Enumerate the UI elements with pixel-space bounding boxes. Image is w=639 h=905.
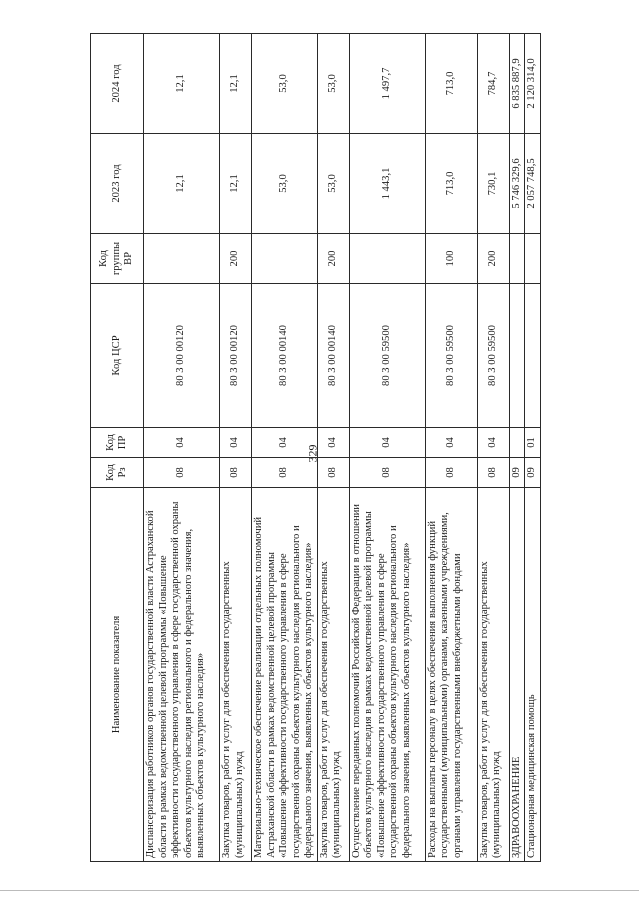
row-2023: 53,0 — [252, 134, 318, 234]
row-vr — [525, 234, 541, 284]
row-2024: 53,0 — [317, 34, 349, 134]
row-name: Закупка товаров, работ и услуг для обеспечения государственных (муниципальных) нужд — [220, 488, 252, 862]
row-rz: 09 — [525, 458, 541, 488]
row-2023: 12,1 — [220, 134, 252, 234]
row-2024: 713,0 — [425, 34, 477, 134]
row-vr: 200 — [477, 234, 509, 284]
row-name: Диспансеризация работников органов государственной власти Астраханской области в рамках ведомственной целевой программы «Повышение эффективности государственного управления в сфере государственной охраны объектов культурного наследия регионального и федерального значения, выявленных объектов культурного наследия» — [144, 488, 220, 862]
header-row — [91, 34, 144, 862]
row-rz: 08 — [252, 458, 318, 488]
row-pr: 04 — [220, 428, 252, 458]
table-row — [509, 34, 525, 862]
row-name: Осуществление переданных полномочий Российской Федерации в отношении объектов культурного наследия в рамках ведомственной целевой программы «Повышение эффективности государственного управления в сфере государственной охраны объектов культурного наследия регионального и федерального значения, выявленных объектов культурного наследия» — [349, 488, 425, 862]
row-rz: 09 — [509, 458, 525, 488]
table-row — [425, 34, 477, 862]
table-row — [144, 34, 220, 862]
row-csr — [525, 284, 541, 428]
row-vr: 200 — [220, 234, 252, 284]
row-2024: 784,7 — [477, 34, 509, 134]
row-pr: 04 — [317, 428, 349, 458]
row-2023: 12,1 — [144, 134, 220, 234]
page-number: 329 — [305, 444, 320, 463]
header-2023: 2023 год — [91, 134, 144, 234]
header-rz: Код Рз — [91, 458, 144, 488]
row-csr: 80 3 00 00140 — [252, 284, 318, 428]
rotated-page — [90, 34, 537, 862]
header-vr: Код группы ВР — [91, 234, 144, 284]
row-pr: 04 — [252, 428, 318, 458]
row-csr: 80 3 00 00120 — [144, 284, 220, 428]
row-2023: 5 746 329,6 — [509, 134, 525, 234]
row-vr — [252, 234, 318, 284]
row-pr: 04 — [144, 428, 220, 458]
row-vr — [144, 234, 220, 284]
row-2023: 713,0 — [425, 134, 477, 234]
row-2023: 53,0 — [317, 134, 349, 234]
row-name: Стационарная медицинская помощь — [525, 488, 541, 862]
row-2024: 1 497,7 — [349, 34, 425, 134]
row-name: Расходы на выплаты персоналу в целях обеспечения выполнения функций государственными (муниципальными) органами, казенными учреждениями, органами управления государственными внебюджетными фондами — [425, 488, 477, 862]
row-rz: 08 — [144, 458, 220, 488]
header-pr: Код ПР — [91, 428, 144, 458]
row-csr — [509, 284, 525, 428]
row-pr: 01 — [525, 428, 541, 458]
row-2024: 6 835 887,9 — [509, 34, 525, 134]
row-vr: 100 — [425, 234, 477, 284]
row-csr: 80 3 00 00140 — [317, 284, 349, 428]
row-csr: 80 3 00 59500 — [425, 284, 477, 428]
row-pr: 04 — [425, 428, 477, 458]
row-vr: 200 — [317, 234, 349, 284]
header-2024: 2024 год — [91, 34, 144, 134]
row-rz: 08 — [220, 458, 252, 488]
row-csr: 80 3 00 59500 — [349, 284, 425, 428]
row-csr: 80 3 00 59500 — [477, 284, 509, 428]
header-name: Наименование показателя — [91, 488, 144, 862]
row-name: Материально-техническое обеспечение реализации отдельных полномочий Астраханской области в рамках ведомственной целевой программы «Повышение эффективности государственного управления в сфере государственной охраны объектов культурного наследия регионального и федерального значения, выявленных объектов культурного наследия» — [252, 488, 318, 862]
table-row — [525, 34, 541, 862]
row-name: Закупка товаров, работ и услуг для обеспечения государственных (муниципальных) нужд — [317, 488, 349, 862]
row-rz: 08 — [349, 458, 425, 488]
header-csr: Код ЦСР — [91, 284, 144, 428]
table-row — [317, 34, 349, 862]
row-2023: 2 057 748,5 — [525, 134, 541, 234]
table-row — [349, 34, 425, 862]
row-vr — [509, 234, 525, 284]
row-pr — [509, 428, 525, 458]
table-row — [477, 34, 509, 862]
row-vr — [349, 234, 425, 284]
row-rz: 08 — [477, 458, 509, 488]
table-row — [252, 34, 318, 862]
row-csr: 80 3 00 00120 — [220, 284, 252, 428]
row-rz: 08 — [317, 458, 349, 488]
row-2024: 53,0 — [252, 34, 318, 134]
row-pr: 04 — [349, 428, 425, 458]
page-edge-line — [0, 890, 639, 891]
row-name: Закупка товаров, работ и услуг для обеспечения государственных (муниципальных) нужд — [477, 488, 509, 862]
row-2024: 12,1 — [144, 34, 220, 134]
row-2024: 12,1 — [220, 34, 252, 134]
row-rz: 08 — [425, 458, 477, 488]
row-2023: 1 443,1 — [349, 134, 425, 234]
row-name: ЗДРАВООХРАНЕНИЕ — [509, 488, 525, 862]
row-2024: 2 120 314,0 — [525, 34, 541, 134]
row-2023: 730,1 — [477, 134, 509, 234]
row-pr: 04 — [477, 428, 509, 458]
budget-table — [90, 33, 541, 862]
table-row — [220, 34, 252, 862]
